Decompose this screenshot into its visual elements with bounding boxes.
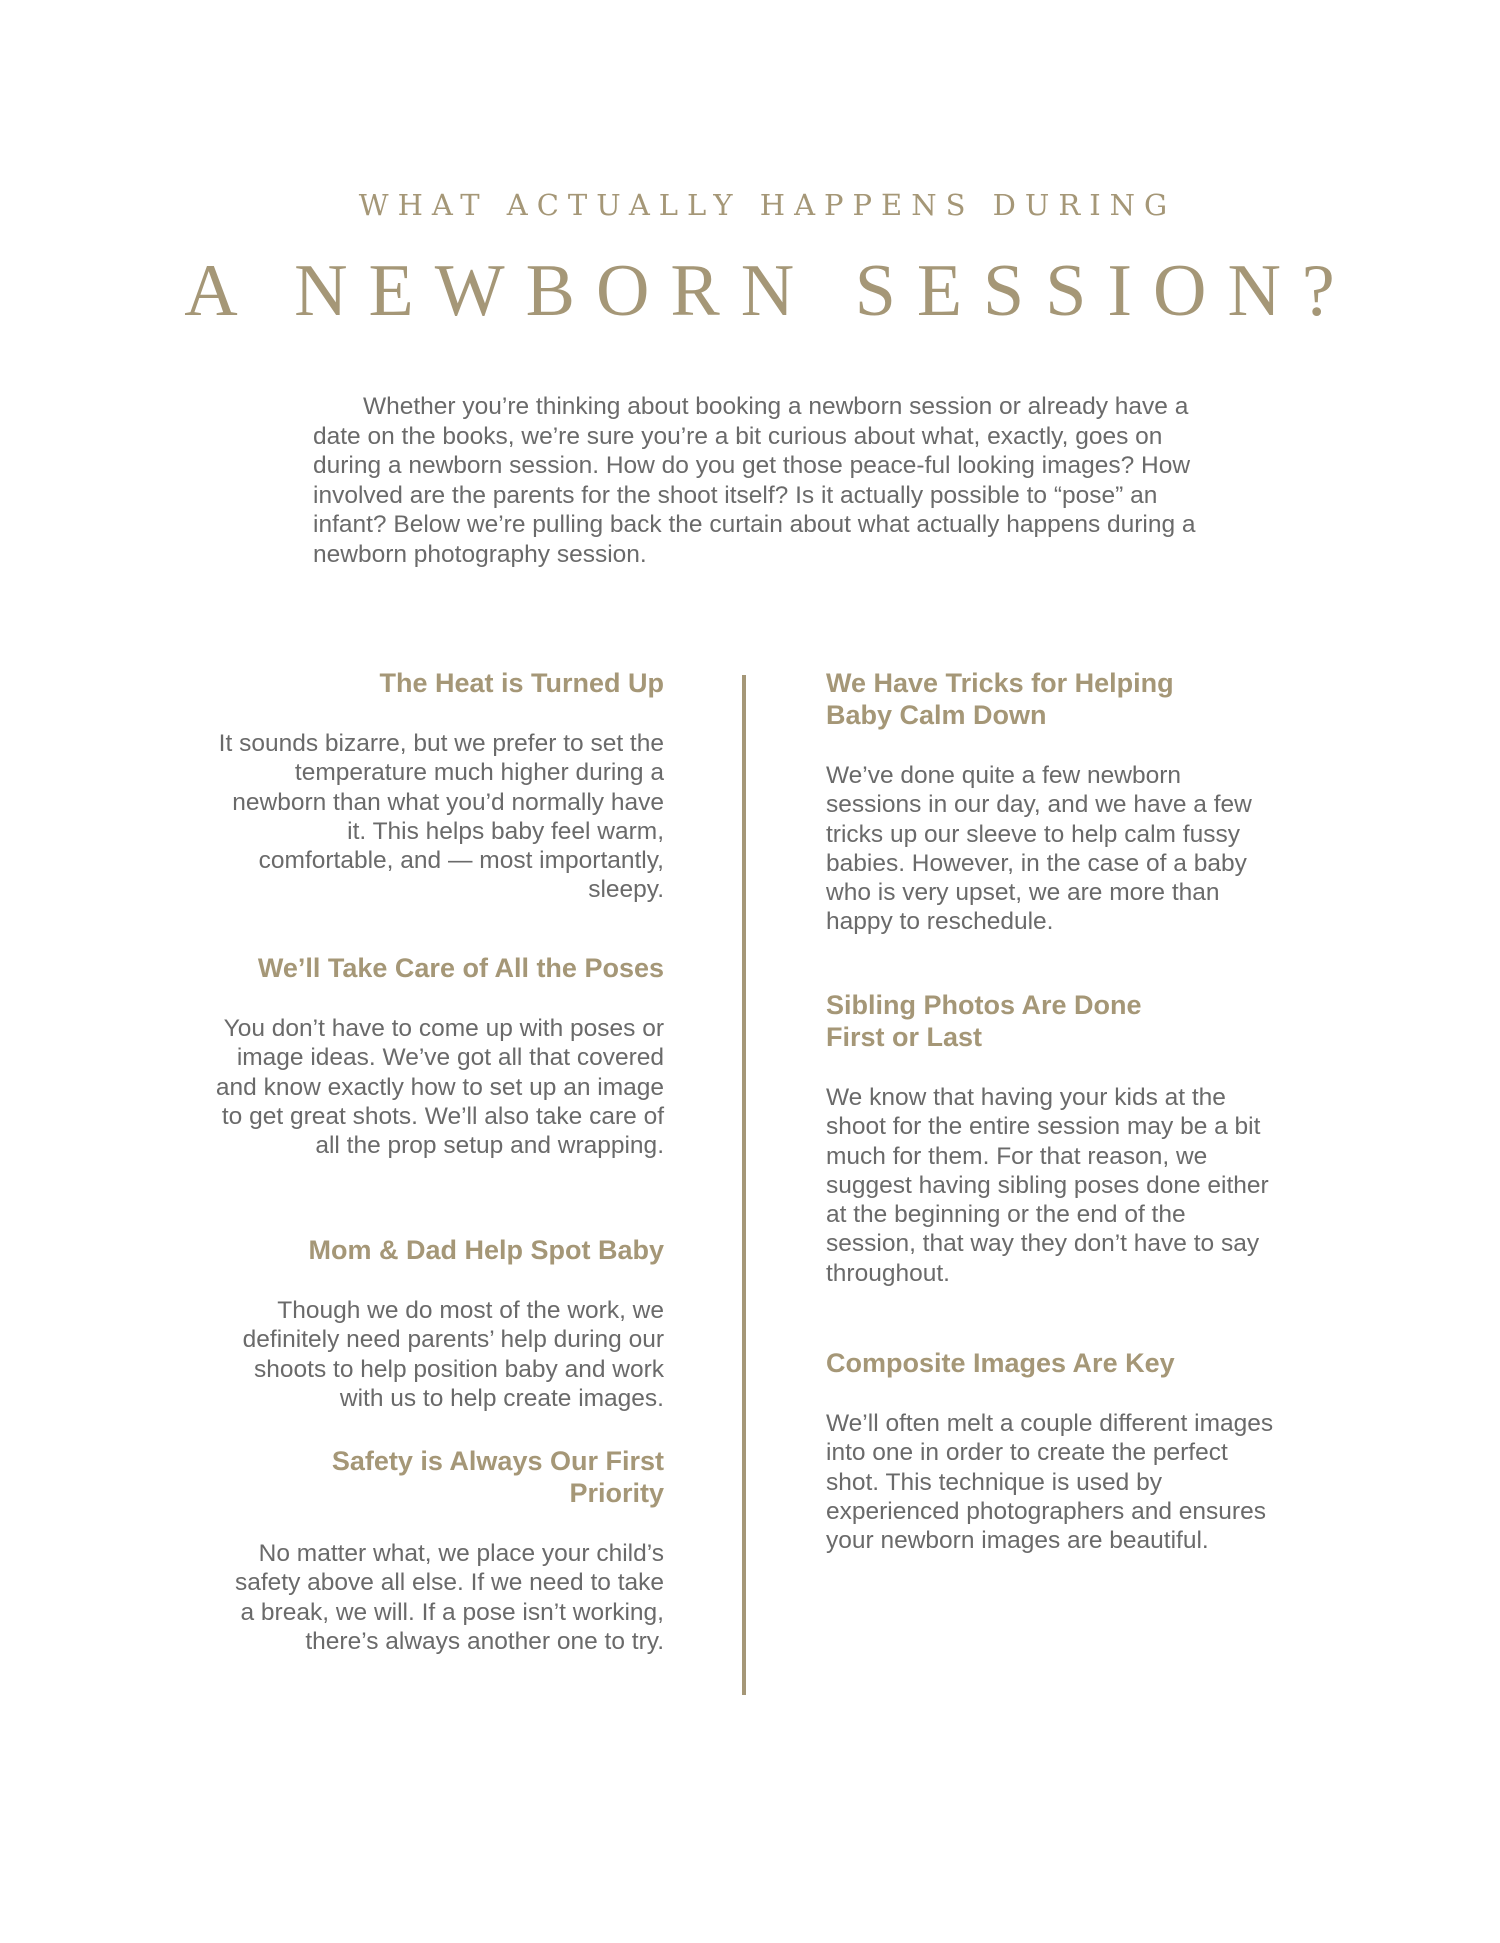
- section-heading: Mom & Dad Help Spot Baby: [308, 1235, 664, 1265]
- page-title: A NEWBORN SESSION?: [184, 250, 1356, 332]
- section-body: We know that having your kids at the shoot for the entire session may be a bit much for them. For that reason, we suggest having sibling poses done either at the beginning or the end of the session, that way they don’t have to say throughout.: [826, 1084, 1269, 1287]
- section-body: Though we do most of the work, we definitely need parents’ help during our shoots to help position baby and work with us to help create images.: [242, 1297, 664, 1412]
- section-heading: We Have Tricks for Helping Baby Calm Down: [826, 668, 1174, 730]
- section-body: You don’t have to come up with poses or image ideas. We’ve got all that covered and know exactly how to set up an image to get great shots. We’ll also take care of all the prop setup and wrapping.: [215, 1015, 664, 1160]
- section-body: We’ve done quite a few newborn sessions in our day, and we have a few tricks up our sleeve to help calm fussy babies. However, in the case of a baby who is very upset, we are more than happy to reschedule.: [826, 762, 1252, 936]
- section-siblings: [826, 989, 1276, 1288]
- column-divider: [742, 675, 746, 1695]
- section-composite: [826, 1347, 1276, 1555]
- section-heading: The Heat is Turned Up: [379, 668, 664, 698]
- intro-paragraph: Whether you’re thinking about booking a newborn session or already have a date on the books, we’re sure you’re a bit curious about what, exactly, goes on during a newborn session. How do you get those peace-ful looking images? How involved are the parents for the shoot itself? Is it actually possible to “pose” an infant? Below we’re pulling back the curtain about what actually happens during a newborn photography session.: [313, 393, 1196, 568]
- section-poses: [215, 952, 664, 1160]
- section-heading: Safety is Always Our First Priority: [331, 1446, 664, 1508]
- section-heading: We’ll Take Care of All the Poses: [257, 953, 664, 983]
- section-calm: [826, 667, 1276, 937]
- section-safety: [215, 1445, 664, 1656]
- section-parents: [215, 1234, 664, 1413]
- section-body: We’ll often melt a couple different images into one in order to create the perfect shot. This technique is used by experienced photographers and ensures your newborn images are beautiful.: [826, 1410, 1274, 1555]
- section-body: No matter what, we place your child’s safety above all else. If we need to take a break, we will. If a pose isn’t working, there’s always another one to try.: [234, 1540, 664, 1655]
- section-heat: [215, 667, 664, 905]
- page-kicker: WHAT ACTUALLY HAPPENS DURING: [358, 188, 1177, 222]
- section-heading: Sibling Photos Are Done First or Last: [826, 990, 1142, 1052]
- section-heading: Composite Images Are Key: [826, 1348, 1175, 1378]
- section-body: It sounds bizarre, but we prefer to set the temperature much higher during a newborn than what you’d normally have it. This helps baby feel warm, comfortable, and — most importantly, sleepy.: [218, 730, 664, 904]
